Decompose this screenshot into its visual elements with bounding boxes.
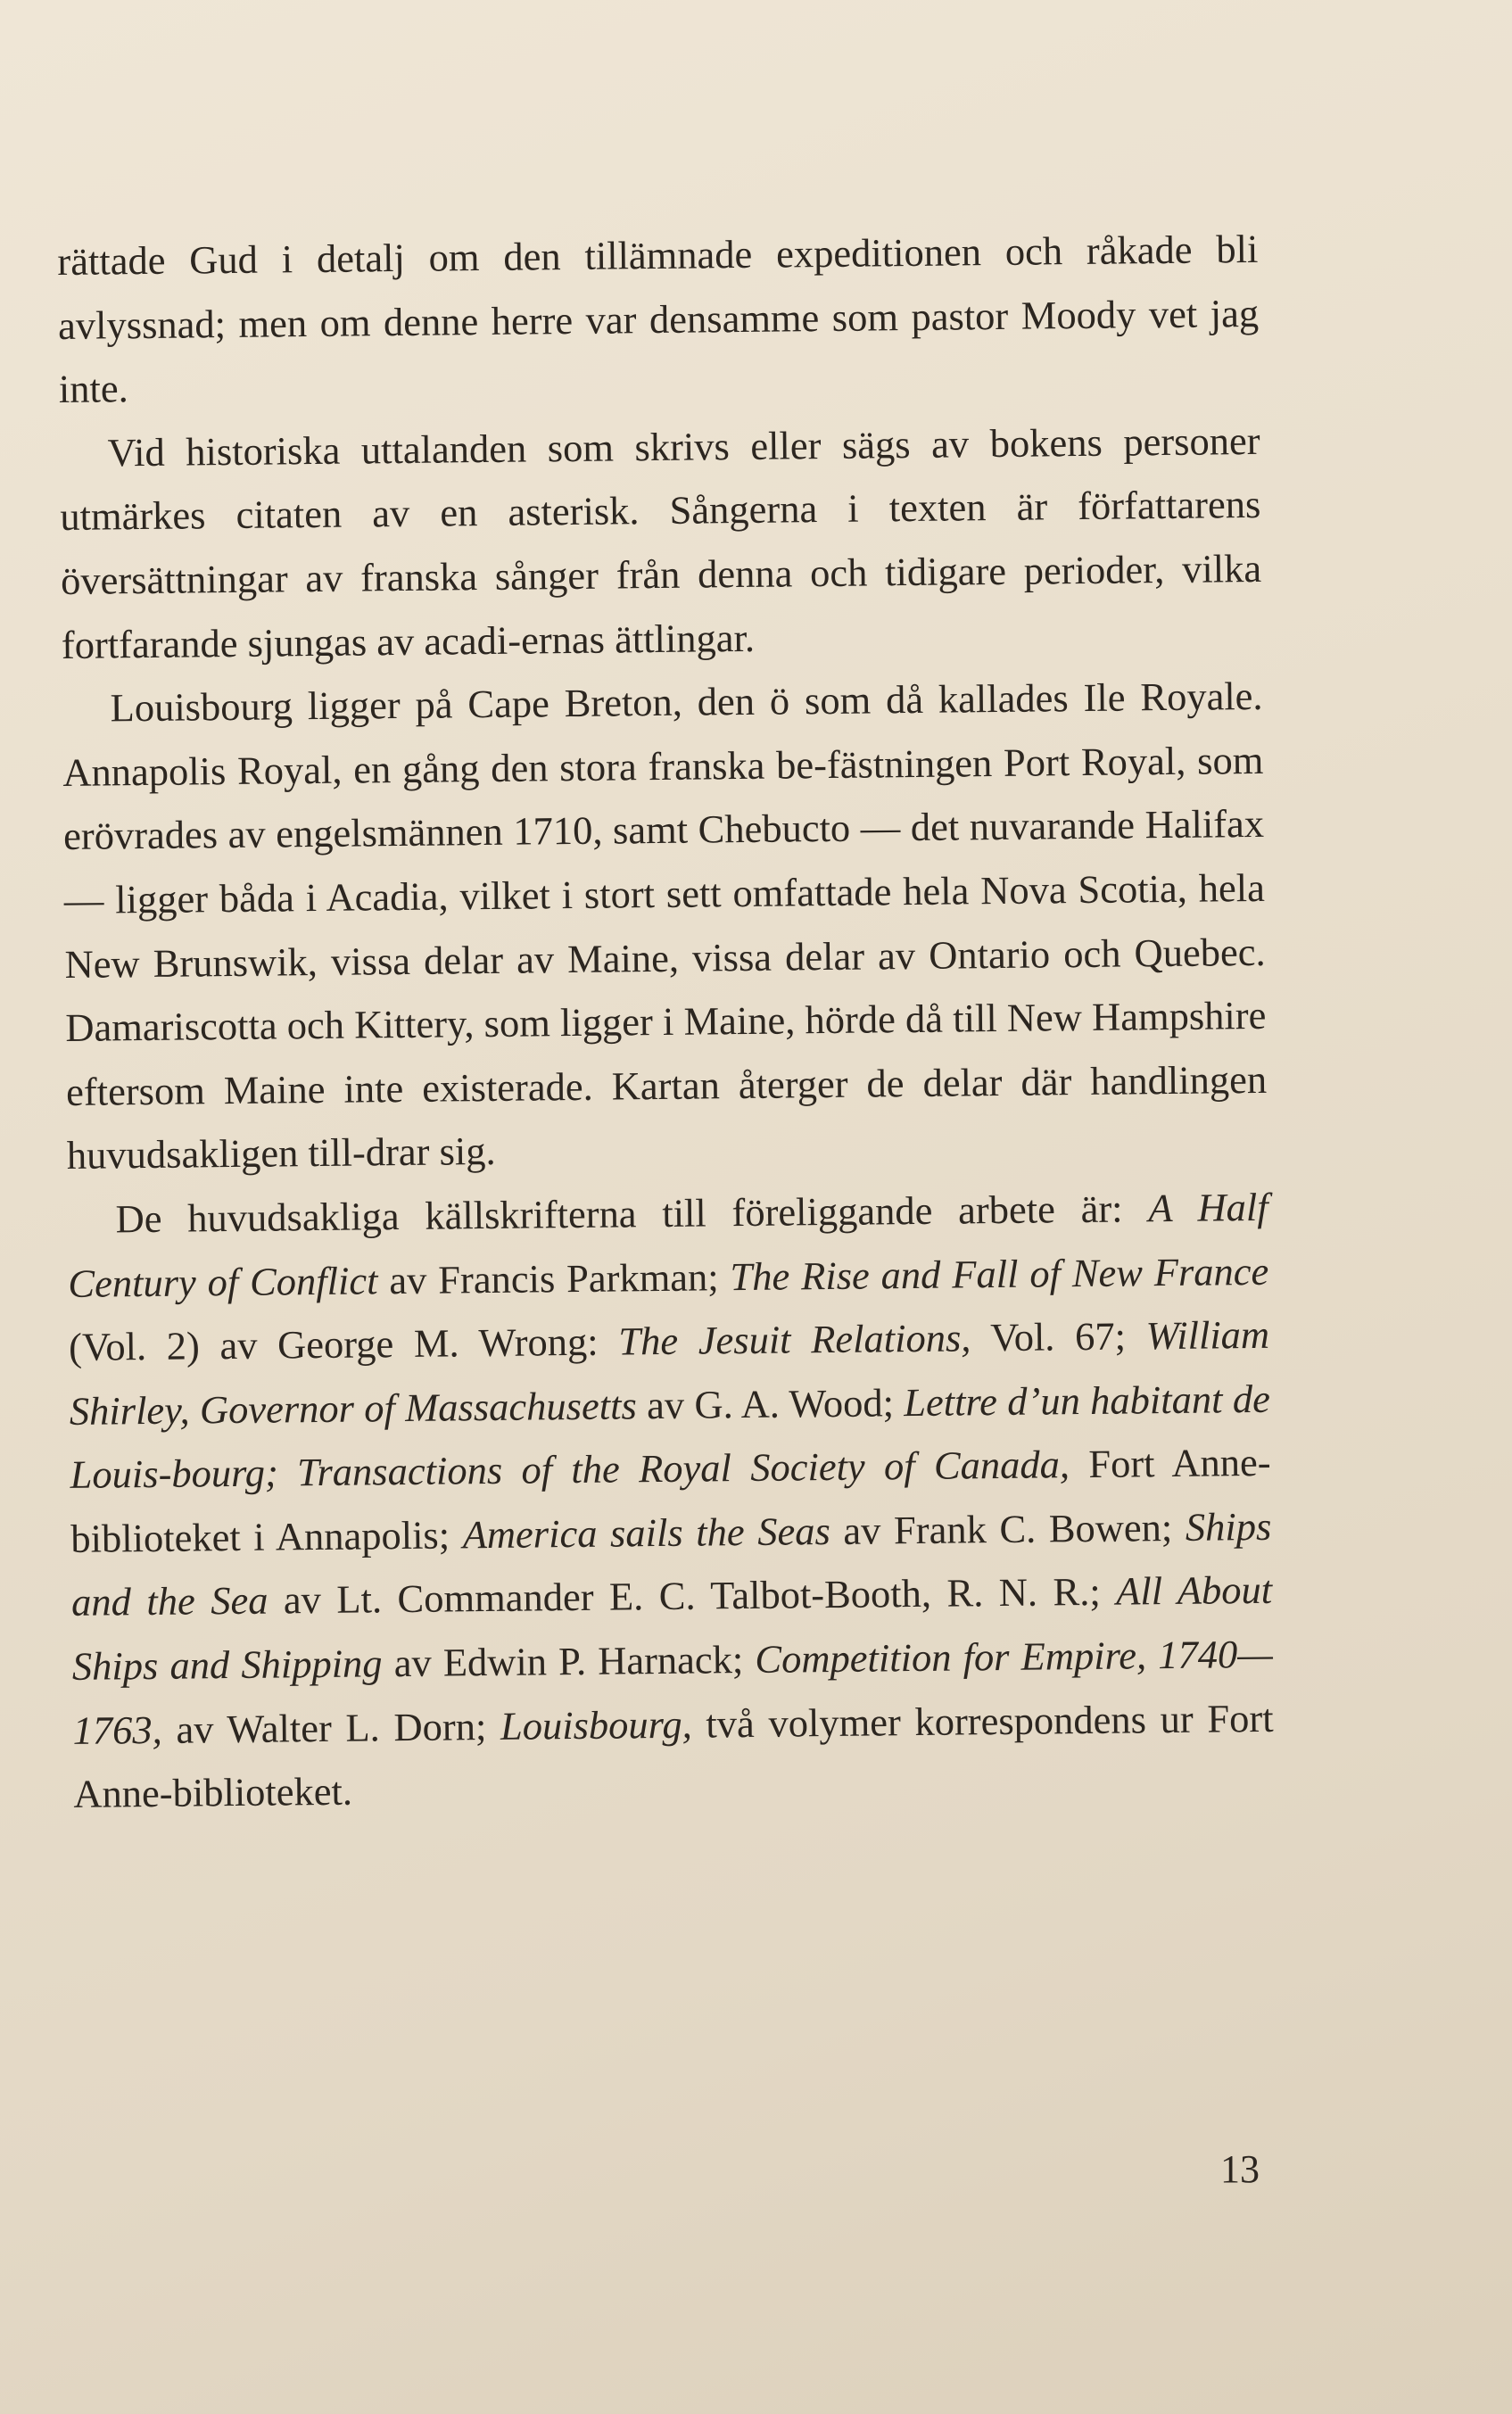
text-segment: De huvudsakliga källskrifterna till föreliggande arbete är:: [115, 1186, 1149, 1242]
book-title: Ships and the Sea: [70, 1503, 1272, 1625]
text-segment: av Francis Parkman;: [377, 1253, 731, 1302]
paragraph-text: Louisbourg ligger på Cape Breton, den ö som då kallades Ile Royale. Annapolis Royal, en gång den stora franska be-fästningen Port Royal, som erövrades av engelsmännen 1710, samt Chebucto — det nuvarande Halifax — ligger båda i Acadia, vilket i stort sett omfattade hela Nova Scotia, hela New Brunswik, vissa delar av Maine, vissa delar av Ontario och Quebec. Damariscotta och Kittery, som ligger i Maine, hörde då till New Hampshire eftersom Maine inte existerade. Kartan återger de delar där handlingen huvudsakligen till-drar sig.: [62, 674, 1268, 1178]
text-segment: av Frank C. Bowen;: [830, 1504, 1186, 1553]
text-segment: av G. A. Wood;: [636, 1379, 905, 1427]
paragraph-sources: [67, 1176, 1274, 1827]
book-title: America sails the Seas: [462, 1508, 831, 1558]
body-text: [57, 218, 1275, 1827]
text-segment: (Vol. 2) av George M. Wrong:: [68, 1319, 619, 1370]
text-segment: Fort Anne-biblioteket i Annapolis;: [70, 1440, 1271, 1561]
page-number: 13: [1220, 2147, 1260, 2191]
text-segment: av Walter L. Dorn;: [161, 1703, 501, 1752]
book-title: The Rise and Fall of New France: [730, 1248, 1269, 1299]
book-title: Louisbourg,: [500, 1701, 692, 1748]
book-title: Competition for Empire, 1740—1763,: [72, 1631, 1274, 1753]
paragraph-2: [59, 409, 1262, 677]
book-title: William Shirley, Governor of Massachusetts: [69, 1311, 1270, 1434]
paragraph-text: rättade Gud i detalj om den tillämnade expeditionen och råkade bli avlyssnad; men om denne herre var densamme som pastor Moody vet jag inte.: [57, 226, 1260, 412]
text-segment: av Lt. Commander E. C. Talbot-Booth, R. N. R.;: [268, 1569, 1117, 1624]
book-title: The Jesuit Relations,: [618, 1315, 971, 1364]
text-segment: två volymer korrespondens ur Fort Anne-biblioteket.: [73, 1695, 1274, 1817]
book-title: A Half Century of Conflict: [68, 1184, 1268, 1306]
book-title: Lettre d’un habitant de Louis-bourg; Transactions of the Royal Society of Canada,: [70, 1376, 1271, 1498]
paragraph-text: Vid historiska uttalanden som skrivs eller sägs av bokens personer utmärkes citaten av en asterisk. Sångerna i texten är författarens översättningar av franska sånger från denna och tidigare perioder, vilka fortfarande sjungas av acadi-ernas ättlingar.: [60, 417, 1262, 667]
book-title: All About Ships and Shipping: [71, 1567, 1273, 1689]
text-segment: av Edwin P. Harnack;: [382, 1636, 756, 1686]
text-segment: Vol. 67;: [971, 1313, 1146, 1360]
paragraph-3: [62, 665, 1268, 1188]
paragraph-1: [57, 218, 1260, 422]
